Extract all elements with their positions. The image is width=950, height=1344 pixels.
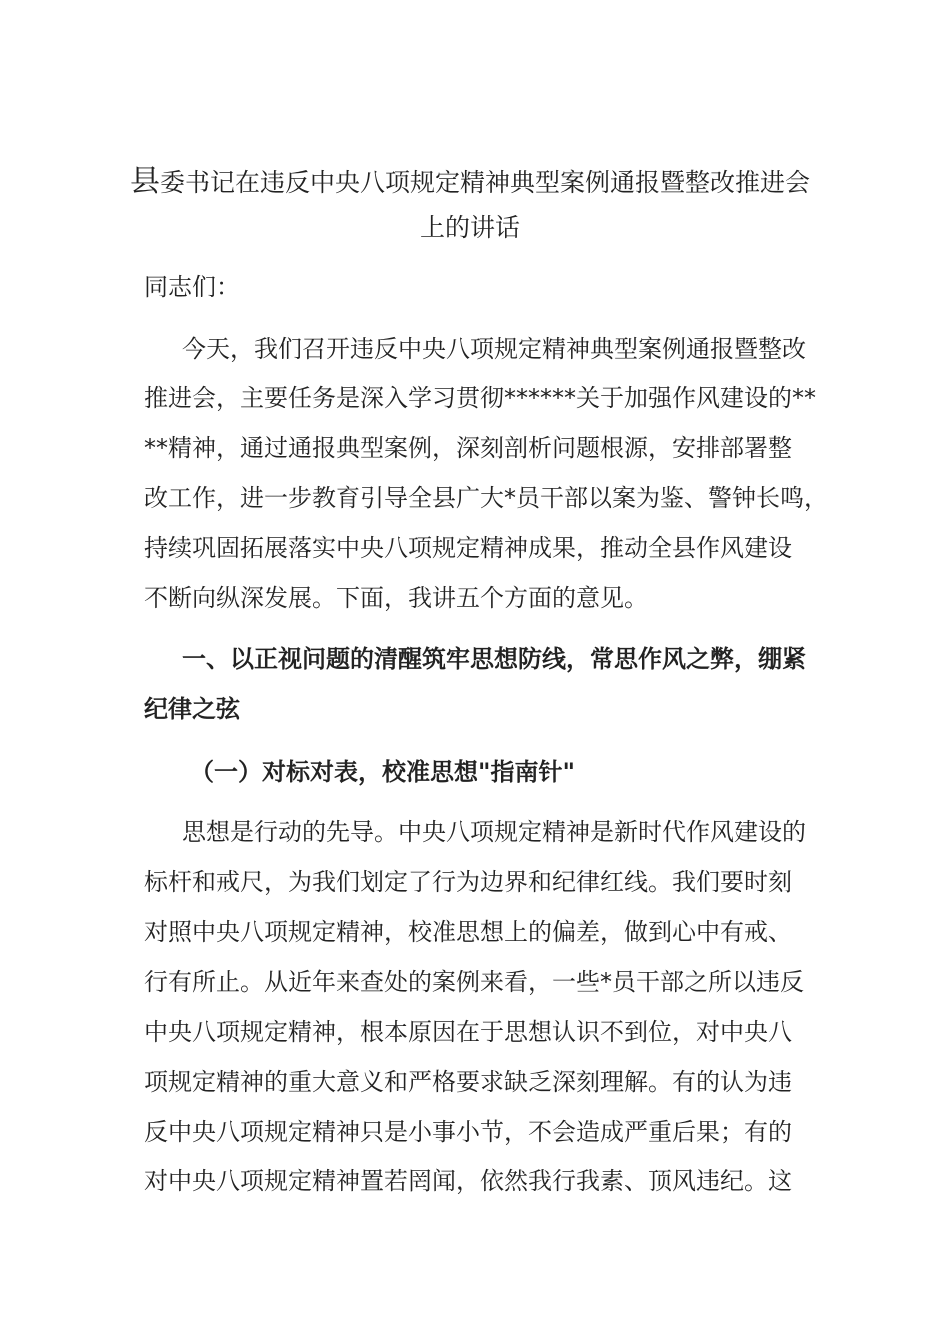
intro-line: **精神，通过通报典型案例，深刻剖析问题根源，安排部署整 bbox=[144, 434, 792, 462]
body-line: 项规定精神的重大意义和严格要求缺乏深刻理解。有的认为违 bbox=[144, 1068, 792, 1096]
document-title-line-1 bbox=[120, 156, 820, 200]
intro-line: 改工作，进一步教育引导全县广大*员干部以案为鉴、警钟长鸣， bbox=[144, 484, 828, 512]
body-line: 对照中央八项规定精神，校准思想上的偏差，做到心中有戒、 bbox=[144, 918, 792, 946]
intro-line: 推进会，主要任务是深入学习贯彻******关于加强作风建设的** bbox=[144, 384, 816, 412]
body-line: 标杆和戒尺，为我们划定了行为边界和纪律红线。我们要时刻 bbox=[144, 868, 792, 896]
intro-line: 持续巩固拓展落实中央八项规定精神成果，推动全县作风建设 bbox=[144, 534, 792, 562]
body-line: 中央八项规定精神，根本原因在于思想认识不到位，对中央八 bbox=[144, 1018, 792, 1046]
body-line: 对中央八项规定精神置若罔闻，依然我行我素、顶风违纪。这 bbox=[144, 1167, 792, 1195]
title-first-char: 县 bbox=[129, 164, 160, 199]
body-line: 行有所止。从近年来查处的案例来看，一些*员干部之所以违反 bbox=[144, 968, 804, 996]
body-line: 反中央八项规定精神只是小事小节，不会造成严重后果；有的 bbox=[144, 1118, 792, 1146]
body-line: 思想是行动的先导。中央八项规定精神是新时代作风建设的 bbox=[182, 818, 806, 846]
section-1-heading: 一、以正视问题的清醒筑牢思想防线，常思作风之弊，绷紧 bbox=[182, 645, 806, 673]
salutation: 同志们： bbox=[144, 273, 240, 301]
title-line-1-text: 委书记在违反中央八项规定精神典型案例通报暨整改推进会 bbox=[159, 168, 810, 197]
subsection-1-heading: （一）对标对表，校准思想"指南针" bbox=[190, 758, 576, 786]
intro-line: 不断向纵深发展。下面，我讲五个方面的意见。 bbox=[144, 584, 648, 612]
intro-line: 今天，我们召开违反中央八项规定精神典型案例通报暨整改 bbox=[182, 335, 806, 363]
document-title-line-2: 上的讲话 bbox=[419, 213, 520, 242]
section-1-heading: 纪律之弦 bbox=[144, 695, 240, 723]
